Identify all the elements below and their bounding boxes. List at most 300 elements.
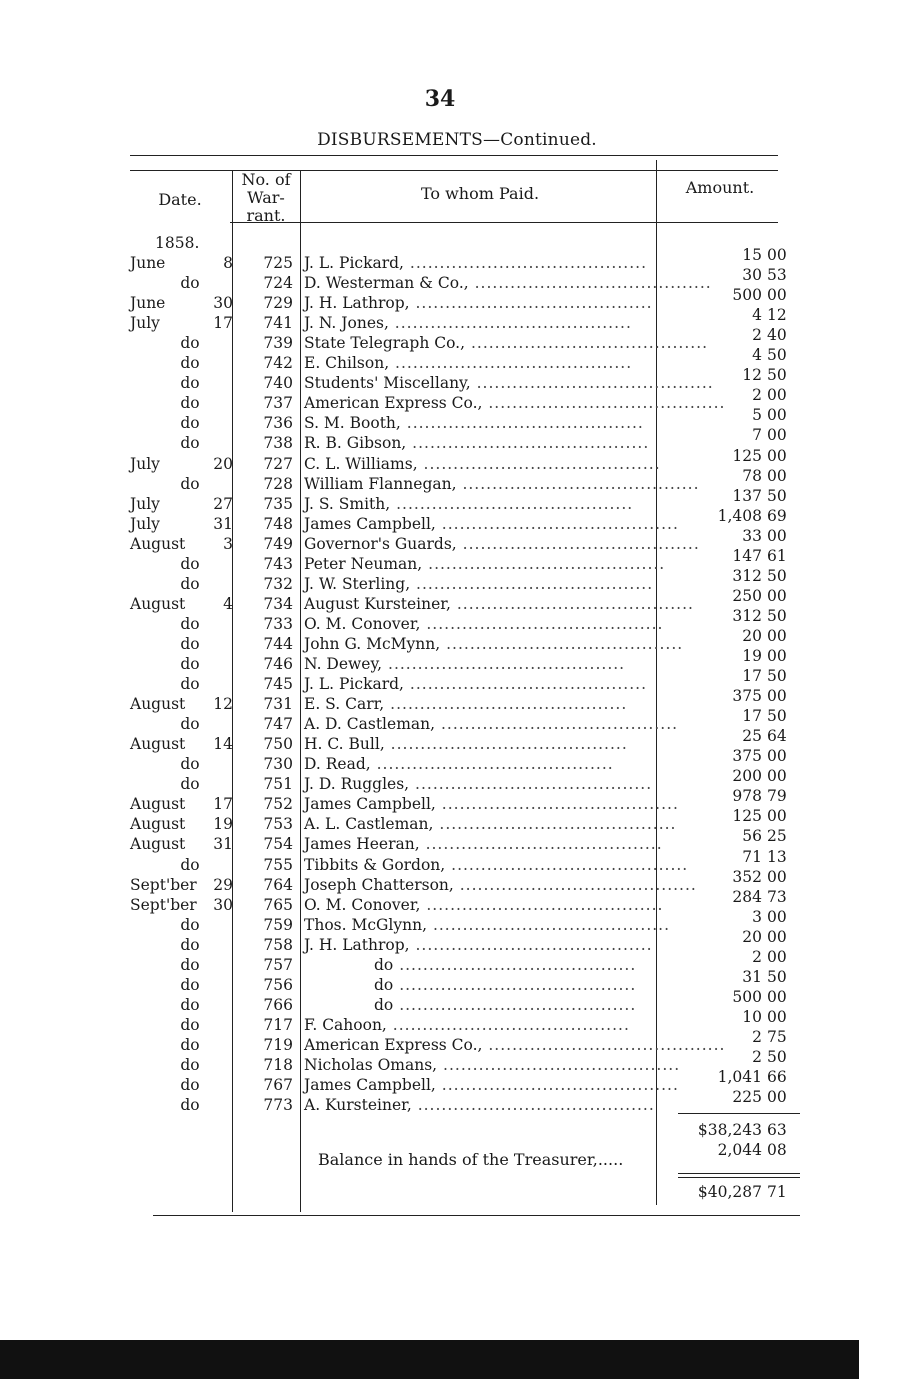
row-date-ditto: do [180, 755, 200, 773]
row-payee [304, 1075, 679, 1095]
row-warrant-number: 744 [263, 635, 293, 653]
row-dot-leader: ........................................ [435, 515, 679, 533]
row-date-month: Sept'ber [130, 896, 197, 914]
row-dot-leader: ........................................ [435, 1076, 679, 1094]
row-warrant-number: 742 [263, 354, 293, 372]
row-dot-leader: ........................................ [445, 856, 689, 874]
row-amount-cents: 50 [767, 366, 787, 384]
row-amount-dollars: 56 [742, 827, 762, 845]
row-amount-cents: 00 [767, 908, 787, 926]
row-payee-name: A. D. Castleman, [304, 715, 436, 733]
row-dot-leader: ........................................ [482, 394, 726, 412]
row-date-ditto: do [180, 1056, 200, 1074]
row-amount-cents: 00 [767, 426, 787, 444]
row-amount-dollars: 4 [752, 306, 762, 324]
row-date-day: 30 [213, 294, 233, 312]
row-payee [304, 554, 666, 574]
year-label: 1858. [155, 234, 200, 252]
row-amount-dollars: 312 [732, 607, 762, 625]
row-payee-name: James Campbell, [304, 795, 436, 813]
row-payee-name: Nicholas Omans, [304, 1056, 438, 1074]
row-payee-name: State Telegraph Co., [304, 334, 466, 352]
subtotal-dollars: $38,243 [697, 1121, 762, 1139]
row-date-ditto: do [180, 575, 200, 593]
row-warrant-number: 732 [263, 575, 293, 593]
row-amount-cents: 00 [767, 948, 787, 966]
row-dot-leader: ........................................ [419, 835, 663, 853]
page-heading: DISBURSEMENTS—Continued. [317, 130, 597, 150]
row-payee [304, 594, 694, 614]
row-amount-dollars: 17 [742, 707, 762, 725]
row-warrant-number: 765 [263, 896, 293, 914]
row-amount-cents: 50 [767, 567, 787, 585]
row-payee [304, 454, 661, 474]
row-payee-name: Thos. McGlynn, [304, 916, 428, 934]
row-amount-cents: 75 [767, 1028, 787, 1046]
row-warrant-number: 731 [263, 695, 293, 713]
table-top-rule [130, 155, 778, 156]
balance-dollars: 2,044 [717, 1141, 762, 1159]
row-amount-dollars: 78 [742, 467, 762, 485]
row-amount-cents: 00 [767, 467, 787, 485]
row-date-ditto: do [180, 414, 200, 432]
row-amount-dollars: 25 [742, 727, 762, 745]
row-payee [304, 373, 714, 393]
row-amount-cents: 64 [767, 727, 787, 745]
row-date-ditto: do [180, 334, 200, 352]
row-warrant-number: 755 [263, 856, 293, 874]
row-dot-leader: ........................................ [435, 715, 679, 733]
row-payee [304, 413, 656, 433]
row-payee-name: J. L. Pickard, [304, 675, 404, 693]
header-warrant-2: War- [247, 188, 285, 207]
row-warrant-number: 750 [263, 735, 293, 753]
row-warrant-number: 745 [263, 675, 293, 693]
row-dot-leader: ........................................ [393, 976, 637, 994]
row-warrant-number: 753 [263, 815, 293, 833]
row-payee [304, 1055, 681, 1075]
row-amount-dollars: 12 [742, 366, 762, 384]
row-payee [304, 293, 656, 313]
row-dot-leader: ........................................ [384, 735, 628, 753]
row-warrant-number: 766 [263, 996, 293, 1014]
row-dot-leader: ........................................ [456, 475, 700, 493]
row-amount-cents: 12 [767, 306, 787, 324]
balance-label [318, 1150, 623, 1170]
row-payee [304, 774, 656, 794]
row-amount-cents: 00 [767, 868, 787, 886]
row-amount-cents: 00 [767, 406, 787, 424]
row-payee [304, 433, 656, 453]
row-amount-dollars: 2 [752, 326, 762, 344]
header-warrant-3: rant. [246, 206, 286, 225]
row-dot-leader: ........................................ [382, 655, 626, 673]
row-payee-name: J. D. Ruggles, [304, 775, 410, 793]
row-amount-dollars: 7 [752, 426, 762, 444]
row-date-month: June [130, 254, 166, 272]
row-amount-dollars: 4 [752, 346, 762, 364]
balance-cents: 08 [767, 1141, 787, 1159]
row-date-ditto: do [180, 715, 200, 733]
row-payee-name: J. H. Lathrop, [304, 294, 410, 312]
row-payee-name: Students' Miscellany, [304, 374, 471, 392]
row-amount-dollars: 352 [732, 868, 762, 886]
subtotal-cents: 63 [767, 1121, 787, 1139]
row-amount-cents: 00 [767, 747, 787, 765]
row-payee [304, 935, 656, 955]
row-dot-leader: ........................................ [411, 1096, 655, 1114]
row-warrant-number: 724 [263, 274, 293, 292]
total-cents: 71 [767, 1183, 787, 1201]
row-warrant-number: 718 [263, 1056, 293, 1074]
row-dot-leader: ........................................ [410, 575, 654, 593]
total-rule-2 [678, 1177, 800, 1178]
row-payee [304, 353, 656, 373]
row-amount-cents: 00 [767, 286, 787, 304]
row-warrant-number: 757 [263, 956, 293, 974]
row-date-ditto: do [180, 394, 200, 412]
row-payee-name: J. L. Pickard, [304, 254, 404, 272]
row-warrant-number: 743 [263, 555, 293, 573]
row-date-day: 12 [213, 695, 233, 713]
row-payee [304, 313, 656, 333]
table-bottom-rule [153, 1215, 800, 1216]
row-date-day: 4 [223, 595, 233, 613]
payee-col-rule [300, 170, 301, 1212]
row-payee-name: Peter Neuman, [304, 555, 423, 573]
row-date-ditto: do [180, 635, 200, 653]
balance-leader: ..... [597, 1150, 624, 1169]
row-payee [304, 393, 726, 413]
row-amount-dollars: 2 [752, 1048, 762, 1066]
row-dot-leader: ........................................ [465, 334, 709, 352]
row-payee-name: D. Westerman & Co., [304, 274, 469, 292]
row-amount-cents: 50 [767, 487, 787, 505]
row-dot-leader: ........................................ [437, 1056, 681, 1074]
row-amount-dollars: 225 [732, 1088, 762, 1106]
row-payee-name: do [374, 976, 394, 994]
row-amount-dollars: 978 [732, 787, 762, 805]
row-amount-dollars: 147 [732, 547, 762, 565]
row-amount-cents: 25 [767, 827, 787, 845]
row-payee-name: do [374, 956, 394, 974]
row-warrant-number: 719 [263, 1036, 293, 1054]
row-date-day: 20 [213, 455, 233, 473]
row-warrant-number: 759 [263, 916, 293, 934]
row-amount-cents: 00 [767, 687, 787, 705]
row-amount-dollars: 375 [732, 747, 762, 765]
row-payee [304, 273, 712, 293]
row-warrant-number: 740 [263, 374, 293, 392]
page-number: 34 [424, 86, 456, 112]
row-payee-name: S. M. Booth, [304, 414, 401, 432]
row-dot-leader: ........................................ [384, 695, 628, 713]
row-amount-dollars: 312 [732, 567, 762, 585]
row-amount-cents: 00 [767, 587, 787, 605]
row-amount-cents: 00 [767, 627, 787, 645]
row-warrant-number: 749 [263, 535, 293, 553]
row-amount-cents: 00 [767, 767, 787, 785]
row-dot-leader: ........................................ [386, 1016, 630, 1034]
row-date-ditto: do [180, 555, 200, 573]
row-dot-leader: ........................................ [406, 434, 650, 452]
row-dot-leader: ........................................ [409, 294, 653, 312]
row-payee [304, 995, 656, 1015]
row-warrant-number: 737 [263, 394, 293, 412]
row-date-day: 17 [213, 795, 233, 813]
row-payee-name: E. S. Carr, [304, 695, 385, 713]
row-amount-dollars: 284 [732, 888, 762, 906]
row-amount-dollars: 200 [732, 767, 762, 785]
row-amount-dollars: 3 [752, 908, 762, 926]
row-dot-leader: ........................................ [482, 1036, 726, 1054]
row-payee-name: O. M. Conover, [304, 615, 421, 633]
row-payee-name: Governor's Guards, [304, 535, 457, 553]
row-amount-cents: 79 [767, 787, 787, 805]
row-payee-name: H. C. Bull, [304, 735, 385, 753]
row-payee [304, 1095, 656, 1115]
row-dot-leader: ........................................ [456, 535, 700, 553]
row-warrant-number: 764 [263, 876, 293, 894]
row-date-ditto: do [180, 675, 200, 693]
row-amount-cents: 73 [767, 888, 787, 906]
row-amount-cents: 50 [767, 346, 787, 364]
balance-text: Balance in hands of the Treasurer, [318, 1150, 598, 1169]
row-date-ditto: do [180, 1096, 200, 1114]
row-date-day: 29 [213, 876, 233, 894]
row-amount-dollars: 71 [742, 848, 762, 866]
row-amount-cents: 50 [767, 607, 787, 625]
row-payee [304, 895, 664, 915]
row-date-day: 8 [223, 254, 233, 272]
row-amount-cents: 13 [767, 848, 787, 866]
row-amount-cents: 50 [767, 1048, 787, 1066]
row-amount-cents: 50 [767, 968, 787, 986]
row-amount-cents: 00 [767, 647, 787, 665]
row-date-ditto: do [180, 936, 200, 954]
row-dot-leader: ........................................ [433, 815, 677, 833]
row-amount-cents: 00 [767, 527, 787, 545]
row-dot-leader: ........................................ [388, 314, 632, 332]
row-date-month: August [130, 795, 186, 813]
row-date-month: August [130, 535, 186, 553]
row-dot-leader: ........................................ [393, 956, 637, 974]
row-amount-cents: 61 [767, 547, 787, 565]
row-warrant-number: 735 [263, 495, 293, 513]
row-date-ditto: do [180, 856, 200, 874]
row-amount-cents: 40 [767, 326, 787, 344]
row-date-month: July [130, 314, 160, 332]
row-date-ditto: do [180, 434, 200, 452]
row-payee [304, 794, 679, 814]
header-warrant-1: No. of [241, 170, 291, 189]
row-date-ditto: do [180, 916, 200, 934]
row-payee-name: O. M. Conover, [304, 896, 421, 914]
row-amount-dollars: 1,408 [717, 507, 762, 525]
row-amount-cents: 50 [767, 667, 787, 685]
row-date-day: 17 [213, 314, 233, 332]
row-date-month: July [130, 495, 160, 513]
total-rule [678, 1173, 800, 1174]
row-payee-name: James Campbell, [304, 1076, 436, 1094]
row-date-ditto: do [180, 775, 200, 793]
row-warrant-number: 717 [263, 1016, 293, 1034]
row-date-ditto: do [180, 475, 200, 493]
row-payee-name: do [374, 996, 394, 1014]
row-warrant-number: 748 [263, 515, 293, 533]
row-warrant-number: 739 [263, 334, 293, 352]
row-amount-dollars: 2 [752, 1028, 762, 1046]
row-warrant-number: 733 [263, 615, 293, 633]
row-amount-cents: 00 [767, 1088, 787, 1106]
row-date-month: August [130, 815, 186, 833]
row-payee [304, 654, 656, 674]
row-amount-cents: 50 [767, 707, 787, 725]
row-warrant-number: 725 [263, 254, 293, 272]
row-dot-leader: ........................................ [389, 354, 633, 372]
row-payee-name: American Express Co., [304, 394, 483, 412]
row-payee [304, 534, 700, 554]
row-date-month: August [130, 735, 186, 753]
row-payee [304, 253, 656, 273]
subtotal-rule [678, 1113, 800, 1114]
row-date-ditto: do [180, 374, 200, 392]
row-warrant-number: 747 [263, 715, 293, 733]
row-date-month: July [130, 515, 160, 533]
row-date-day: 14 [213, 735, 233, 753]
row-amount-cents: 00 [767, 386, 787, 404]
row-payee [304, 955, 656, 975]
row-warrant-number: 754 [263, 835, 293, 853]
row-date-day: 31 [213, 515, 233, 533]
row-payee [304, 494, 656, 514]
row-payee [304, 975, 656, 995]
row-warrant-number: 738 [263, 434, 293, 452]
row-amount-dollars: 33 [742, 527, 762, 545]
row-amount-dollars: 1,041 [717, 1068, 762, 1086]
row-payee [304, 674, 656, 694]
row-payee [304, 514, 679, 534]
scan-edge-band [0, 1340, 859, 1379]
row-payee-name: American Express Co., [304, 1036, 483, 1054]
row-date-ditto: do [180, 274, 200, 292]
row-warrant-number: 730 [263, 755, 293, 773]
row-payee [304, 875, 697, 895]
row-payee-name: J. W. Sterling, [304, 575, 411, 593]
row-payee [304, 574, 656, 594]
row-payee [304, 754, 656, 774]
row-date-day: 27 [213, 495, 233, 513]
row-amount-dollars: 15 [742, 246, 762, 264]
row-payee [304, 614, 664, 634]
row-warrant-number: 746 [263, 655, 293, 673]
row-date-ditto: do [180, 354, 200, 372]
row-amount-dollars: 10 [742, 1008, 762, 1026]
header-date: Date. [158, 190, 202, 209]
row-date-ditto: do [180, 956, 200, 974]
row-amount-dollars: 20 [742, 627, 762, 645]
row-warrant-number: 734 [263, 595, 293, 613]
row-dot-leader: ........................................ [453, 876, 697, 894]
row-payee-name: John G. McMynn, [304, 635, 441, 653]
row-date-ditto: do [180, 1016, 200, 1034]
row-payee-name: F. Cahoon, [304, 1016, 387, 1034]
row-payee [304, 694, 656, 714]
row-amount-cents: 00 [767, 447, 787, 465]
row-dot-leader: ........................................ [403, 254, 647, 272]
row-dot-leader: ........................................ [403, 675, 647, 693]
row-date-ditto: do [180, 976, 200, 994]
row-payee-name: Joseph Chatterson, [304, 876, 454, 894]
row-dot-leader: ........................................ [450, 595, 694, 613]
row-date-ditto: do [180, 615, 200, 633]
row-date-month: Sept'ber [130, 876, 197, 894]
row-date-month: August [130, 695, 186, 713]
row-payee-name: D. Read, [304, 755, 371, 773]
row-date-ditto: do [180, 1076, 200, 1094]
row-amount-dollars: 30 [742, 266, 762, 284]
row-payee-name: E. Chilson, [304, 354, 390, 372]
row-dot-leader: ........................................ [393, 996, 637, 1014]
row-dot-leader: ........................................ [400, 414, 644, 432]
row-date-month: August [130, 595, 186, 613]
row-dot-leader: ........................................ [390, 495, 634, 513]
row-amount-cents: 00 [767, 807, 787, 825]
row-dot-leader: ........................................ [420, 615, 664, 633]
row-payee [304, 714, 679, 734]
row-payee-name: J. S. Smith, [304, 495, 391, 513]
row-warrant-number: 758 [263, 936, 293, 954]
row-amount-dollars: 500 [732, 286, 762, 304]
row-amount-dollars: 250 [732, 587, 762, 605]
row-date-month: August [130, 835, 186, 853]
row-payee [304, 1015, 656, 1035]
row-warrant-number: 773 [263, 1096, 293, 1114]
row-payee [304, 814, 677, 834]
row-amount-dollars: 5 [752, 406, 762, 424]
row-payee-name: Tibbits & Gordon, [304, 856, 446, 874]
row-payee [304, 915, 671, 935]
row-payee-name: A. L. Castleman, [304, 815, 434, 833]
row-payee [304, 474, 700, 494]
row-amount-dollars: 375 [732, 687, 762, 705]
row-warrant-number: 767 [263, 1076, 293, 1094]
row-amount-cents: 00 [767, 246, 787, 264]
row-amount-cents: 53 [767, 266, 787, 284]
row-warrant-number: 729 [263, 294, 293, 312]
row-amount-cents: 00 [767, 928, 787, 946]
row-dot-leader: ........................................ [420, 896, 664, 914]
row-date-day: 30 [213, 896, 233, 914]
row-amount-dollars: 31 [742, 968, 762, 986]
row-payee-name: August Kursteiner, [304, 595, 451, 613]
row-payee-name: N. Dewey, [304, 655, 383, 673]
row-dot-leader: ........................................ [468, 274, 712, 292]
row-payee [304, 634, 684, 654]
row-dot-leader: ........................................ [435, 795, 679, 813]
header-bottom-rule [230, 222, 778, 223]
header-payee: To whom Paid. [420, 184, 540, 203]
row-dot-leader: ........................................ [427, 916, 671, 934]
row-dot-leader: ........................................ [417, 455, 661, 473]
header-amount: Amount. [685, 178, 755, 197]
row-warrant-number: 736 [263, 414, 293, 432]
row-amount-dollars: 500 [732, 988, 762, 1006]
row-amount-dollars: 2 [752, 386, 762, 404]
row-amount-cents: 66 [767, 1068, 787, 1086]
row-date-ditto: do [180, 1036, 200, 1054]
row-dot-leader: ........................................ [470, 374, 714, 392]
